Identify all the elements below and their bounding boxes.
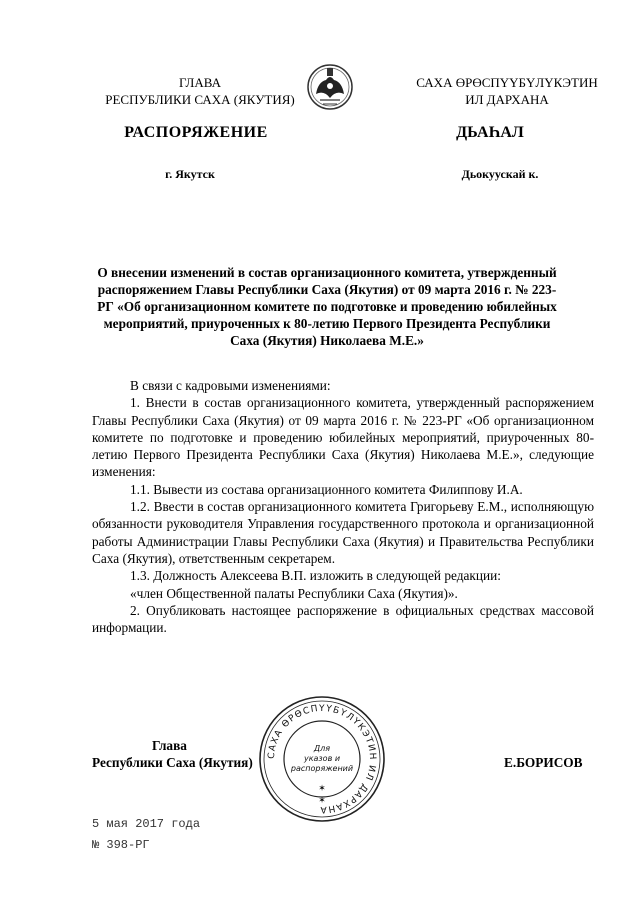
body-paragraph-1-3: 1.3. Должность Алексеева В.П. изложить в следующей редакции: (130, 568, 501, 584)
document-title: О внесении изменений в состав организационного комитета, утвержденный распоряжением Главы Республики Саха (Якутия) от 09 марта 2016 г. № 223-РГ «Об организационном комитете по подготовке и проведению юбилейных мероприятий, приуроченных к 80-летию Первого Президента Республики Саха (Якутия) Николаева М.Е.» (97, 265, 557, 348)
header-left-line1: ГЛАВА (179, 75, 221, 90)
seal-ring-text: САХА ӨРӨСПҮҮБҮЛҮКЭТИН ИЛ ДАРХАНА (266, 703, 378, 815)
city-left: г. Якутск (165, 167, 215, 181)
document-number: № 398-РГ (92, 838, 150, 852)
doc-type-right: ДЬАҺАЛ (456, 124, 524, 141)
body-paragraph-1-3-quote: «член Общественной палаты Республики Саха (Якутия)». (130, 585, 458, 601)
body-paragraph-1: 1. Внести в состав организационного комитета, утвержденный распоряжением Главы Республики Саха (Якутия) от 09 марта 2016 г. № 223-РГ «Об организационном комитете по подготовке и проведению юбилейных мероприятий, приуроченных 80-летию Первого Президента Республики Саха (Якутия) Николаева М.Е.», следующие изменения: (92, 395, 594, 480)
header-left-line2: РЕСПУБЛИКИ САХА (ЯКУТИЯ) (105, 92, 295, 107)
signature-title-line2: Республики Саха (Якутия) (92, 755, 253, 770)
header-right (392, 74, 622, 108)
body-paragraph-1-1: 1.1. Вывести из состава организационного комитета Филиппову И.А. (130, 481, 523, 497)
document-body (92, 377, 594, 636)
signature-title-line1: Глава (152, 738, 187, 753)
svg-text:✶: ✶ (318, 796, 326, 806)
city-right: Дьокуускай к. (461, 167, 539, 181)
header-right-line2: ИЛ ДАРХАНА (465, 92, 549, 107)
signatory-name: Е.БОРИСОВ (504, 755, 583, 770)
official-seal (258, 695, 386, 823)
svg-text:✶: ✶ (318, 784, 326, 794)
document-date: 5 мая 2017 года (92, 817, 201, 831)
seal-center-line1: Для (313, 744, 331, 753)
body-paragraph-1-2: 1.2. Ввести в состав организационного комитета Григорьеву Е.М., исполняющую обязанности руководителя Управления государственного протокола и организационной работы Администрации Главы Республики Саха (Якутия) и Правительства Республики Саха (Якутия), ответственным секретарем. (92, 499, 594, 566)
body-intro: В связи с кадровыми изменениями: (130, 378, 331, 393)
coat-of-arms-icon (306, 60, 354, 114)
body-paragraph-2: 2. Опубликовать настоящее распоряжение в официальных средствах массовой информации. (92, 602, 594, 636)
header-right-line1: САХА ӨРӨСПҮҮБҮЛҮКЭТИН (416, 75, 598, 90)
seal-center-line3: распоряжений (290, 764, 354, 773)
header-left (70, 74, 330, 108)
seal-center-line2: указов и (303, 754, 341, 763)
doc-type-left: РАСПОРЯЖЕНИЕ (124, 124, 268, 141)
